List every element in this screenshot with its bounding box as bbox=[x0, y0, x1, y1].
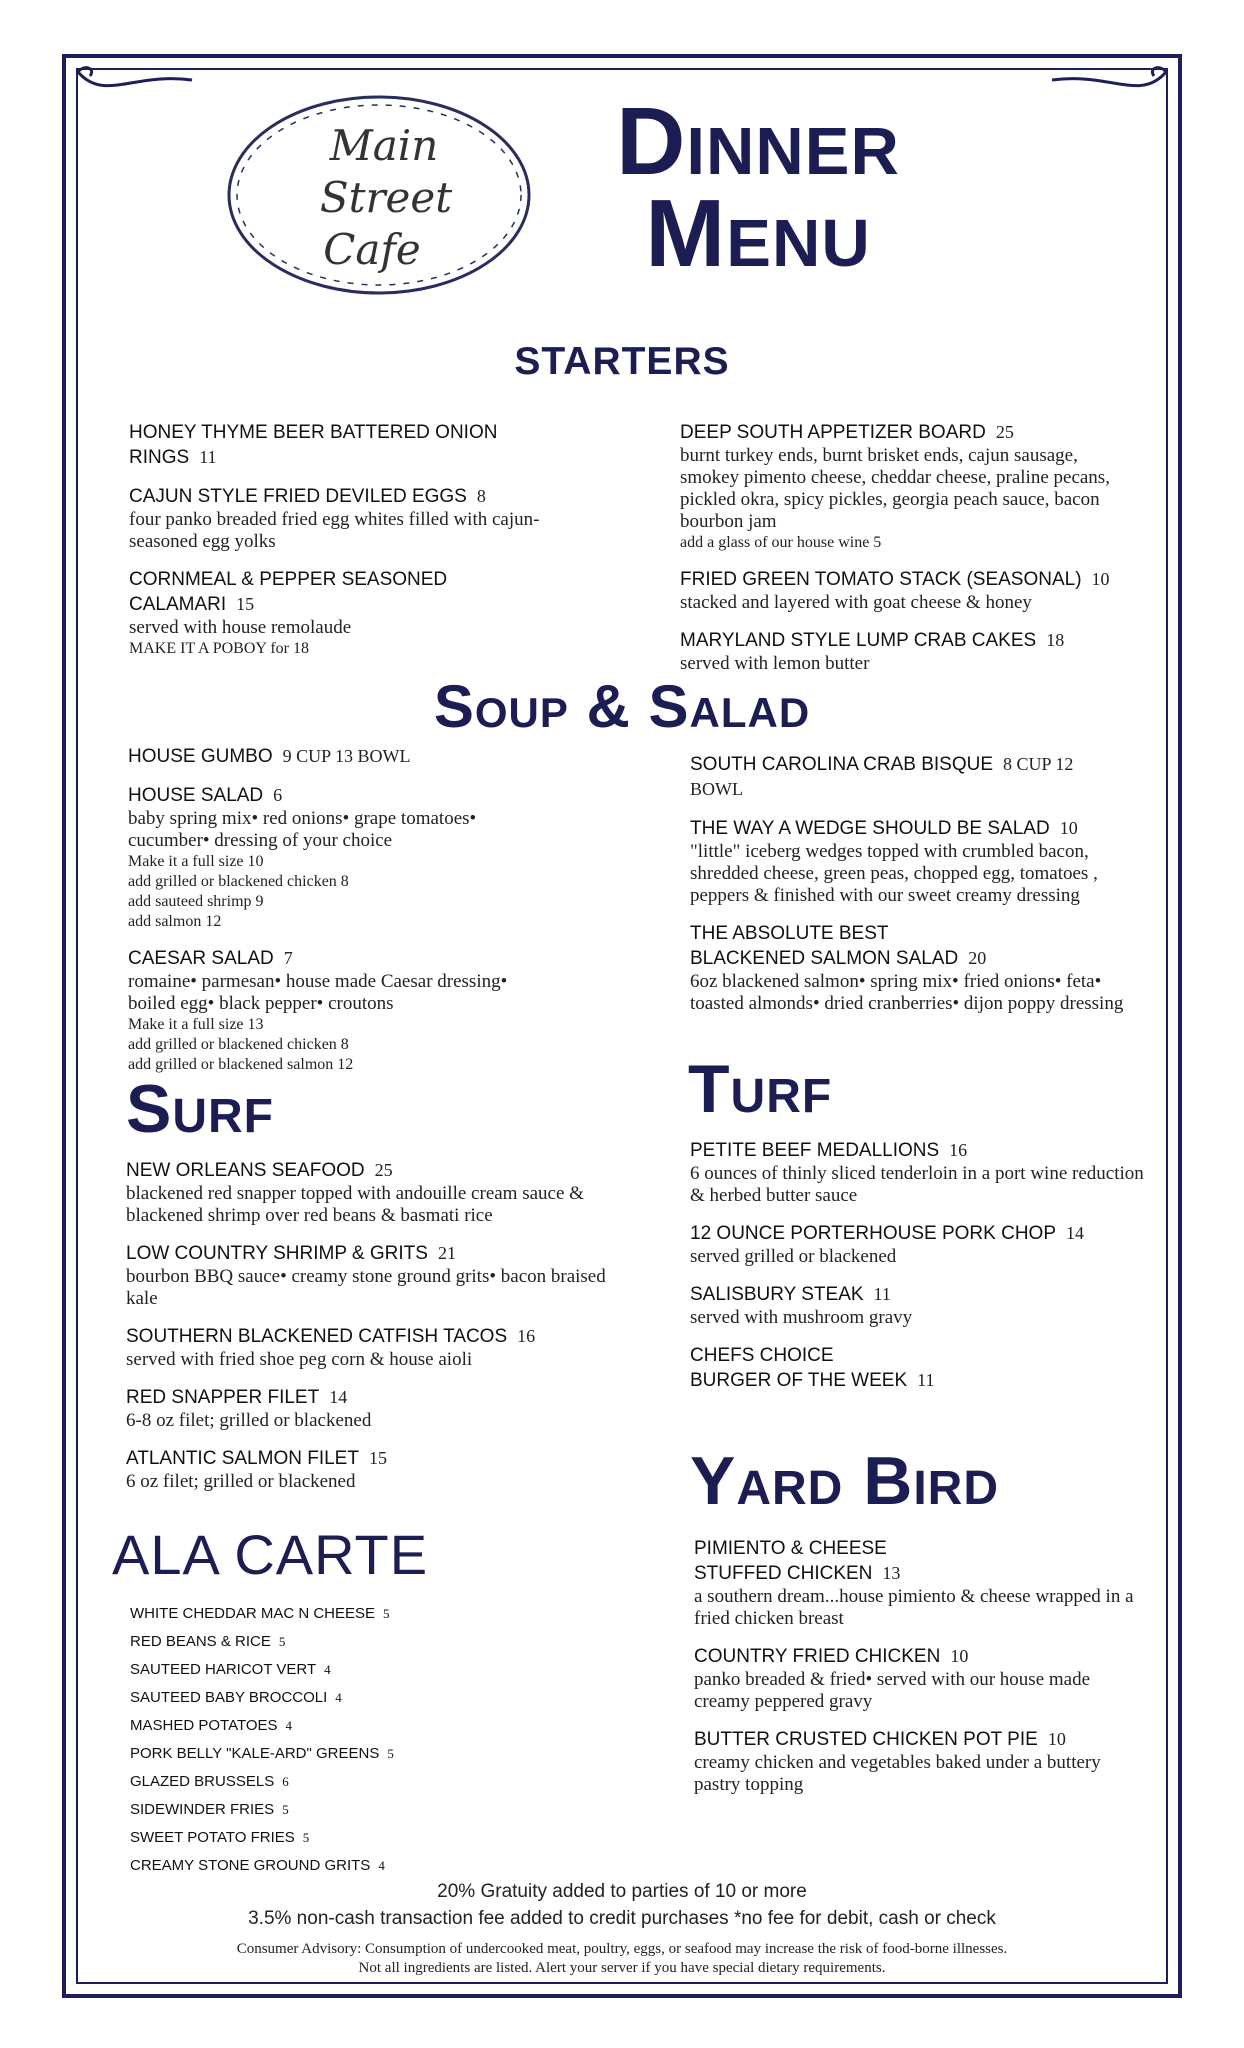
item-price: 13 bbox=[882, 1563, 901, 1583]
ala-carte-item bbox=[130, 1656, 394, 1684]
item-name-line bbox=[690, 1282, 1150, 1307]
item-name-line bbox=[126, 1446, 606, 1471]
yard-bird-heading: Yard Bird bbox=[690, 1443, 1000, 1519]
item-addon-note: add salmon 12 bbox=[128, 913, 222, 930]
item-price: 25 bbox=[374, 1160, 393, 1180]
item-name-line bbox=[694, 1644, 1134, 1669]
item-name-line bbox=[126, 1158, 606, 1183]
ala-carte-item bbox=[130, 1712, 394, 1740]
item-description: 6 oz filet; grilled or blackened bbox=[126, 1471, 356, 1492]
item-name-line bbox=[126, 1241, 606, 1266]
item-name: 12 OUNCE PORTERHOUSE PORK CHOP bbox=[690, 1223, 1057, 1244]
menu-item bbox=[128, 946, 548, 1075]
item-price: 7 bbox=[283, 948, 293, 968]
item-name: CHEFS CHOICE bbox=[690, 1345, 834, 1366]
yard-bird-column bbox=[694, 1536, 1134, 1810]
menu-item bbox=[690, 816, 1130, 907]
item-description: 6oz blackened salmon• spring mix• fried onions• feta• toasted almonds• dried cranberries• dijon poppy dressing bbox=[690, 971, 1124, 1014]
item-price: 10 bbox=[1047, 1729, 1066, 1749]
menu-item bbox=[129, 567, 549, 659]
item-price: 20 bbox=[968, 948, 987, 968]
ala-carte-item bbox=[130, 1824, 394, 1852]
item-description: 6-8 oz filet; grilled or blackened bbox=[126, 1410, 372, 1431]
ala-carte-item bbox=[130, 1852, 394, 1880]
item-description: served grilled or blackened bbox=[690, 1246, 897, 1267]
menu-item bbox=[680, 420, 1140, 553]
item-name: SALISBURY STEAK bbox=[690, 1284, 864, 1305]
item-description: four panko breaded fried egg whites filled with cajun-seasoned egg yolks bbox=[129, 509, 540, 552]
item-name-line bbox=[126, 1385, 606, 1410]
item-price: 11 bbox=[873, 1284, 891, 1304]
menu-item bbox=[126, 1385, 606, 1432]
item-addon-note: add grilled or blackened chicken 8 bbox=[128, 873, 349, 890]
ala-carte-item-price: 6 bbox=[282, 1774, 289, 1789]
item-description: served with lemon butter bbox=[680, 653, 870, 674]
item-description: blackened red snapper topped with andouille cream sauce & blackened shrimp over red beans & basmati rice bbox=[126, 1183, 584, 1226]
ala-carte-item bbox=[130, 1600, 394, 1628]
ala-carte-item-price: 5 bbox=[387, 1746, 394, 1761]
item-price: 14 bbox=[1066, 1223, 1085, 1243]
cafe-logo bbox=[214, 80, 544, 310]
ala-carte-item bbox=[130, 1684, 394, 1712]
item-name-line2 bbox=[694, 1561, 1134, 1586]
menu-item bbox=[694, 1644, 1134, 1713]
item-name: SOUTH CAROLINA CRAB BISQUE bbox=[690, 754, 994, 775]
item-price: 11 bbox=[199, 447, 217, 467]
ala-carte-item-price: 5 bbox=[278, 1634, 286, 1649]
item-name-line bbox=[680, 567, 1140, 592]
item-name-line bbox=[129, 484, 549, 509]
item-name: COUNTRY FRIED CHICKEN bbox=[694, 1646, 941, 1667]
ala-carte-item bbox=[130, 1740, 394, 1768]
item-price: 10 bbox=[950, 1646, 969, 1666]
item-name: SOUTHERN BLACKENED CATFISH TACOS bbox=[126, 1326, 508, 1347]
item-name: DEEP SOUTH APPETIZER BOARD bbox=[680, 422, 986, 443]
item-price: 16 bbox=[517, 1326, 536, 1346]
item-description: baby spring mix• red onions• grape tomatoes• cucumber• dressing of your choice bbox=[128, 808, 477, 851]
ala-carte-item-price: 5 bbox=[383, 1606, 390, 1621]
ala-carte-item-price: 4 bbox=[285, 1718, 293, 1733]
item-price: 11 bbox=[917, 1370, 935, 1390]
item-description: served with fried shoe peg corn & house aioli bbox=[126, 1349, 473, 1370]
ala-carte-item-name: RED BEANS & RICE bbox=[130, 1633, 271, 1650]
ala-carte-item-name: PORK BELLY "KALE-ARD" GREENS bbox=[130, 1745, 380, 1762]
item-name-line bbox=[690, 752, 1130, 802]
ala-carte-item-price: 4 bbox=[324, 1662, 331, 1677]
item-description: served with mushroom gravy bbox=[690, 1307, 913, 1328]
item-description: romaine• parmesan• house made Caesar dressing• boiled egg• black pepper• croutons bbox=[128, 971, 508, 1014]
item-name: NEW ORLEANS SEAFOOD bbox=[126, 1160, 365, 1181]
ala-carte-item bbox=[130, 1796, 394, 1824]
item-name-line bbox=[128, 744, 548, 769]
item-name-line bbox=[694, 1727, 1134, 1752]
item-price: 18 bbox=[1046, 630, 1065, 650]
item-name-cont: CALAMARI bbox=[129, 594, 227, 615]
menu-item bbox=[680, 628, 1140, 675]
starters-right-column bbox=[680, 420, 1140, 689]
item-name-line bbox=[690, 1221, 1150, 1246]
item-description: a southern dream...house pimiento & cheese wrapped in a fried chicken breast bbox=[694, 1586, 1134, 1629]
item-description: stacked and layered with goat cheese & honey bbox=[680, 592, 1032, 613]
item-name-line2 bbox=[129, 445, 549, 470]
item-description: "little" iceberg wedges topped with crumbled bacon, shredded cheese, green peas, chopped egg, tomatoes , peppers & finished with our sweet creamy dressing bbox=[690, 841, 1098, 906]
menu-item bbox=[128, 783, 548, 932]
menu-item bbox=[694, 1727, 1134, 1796]
soup-salad-right-column bbox=[690, 752, 1130, 1029]
item-name: PIMIENTO & CHEESE bbox=[694, 1538, 887, 1559]
item-name-cont: STUFFED CHICKEN bbox=[694, 1563, 873, 1584]
item-price: 9 CUP 13 BOWL bbox=[282, 746, 411, 766]
menu-item bbox=[129, 420, 549, 470]
consumer-advisory: Consumer Advisory: Consumption of undercooked meat, poultry, eggs, or seafood may increase the risk of food-borne illnesses. bbox=[236, 1941, 1008, 1957]
item-name-cont: BLACKENED SALMON SALAD bbox=[690, 948, 959, 969]
item-name: PETITE BEEF MEDALLIONS bbox=[690, 1140, 940, 1161]
item-description: creamy chicken and vegetables baked under a buttery pastry topping bbox=[694, 1752, 1101, 1795]
item-price: 14 bbox=[329, 1387, 348, 1407]
item-name: RED SNAPPER FILET bbox=[126, 1387, 320, 1408]
turf-column bbox=[690, 1138, 1150, 1407]
ala-carte-item-name: MASHED POTATOES bbox=[130, 1717, 278, 1734]
item-addon-note: Make it a full size 10 bbox=[128, 853, 264, 870]
menu-item bbox=[126, 1446, 606, 1493]
surf-heading: Surf bbox=[126, 1071, 275, 1147]
fee-note: 3.5% non-cash transaction fee added to credit purchases *no fee for debit, cash or check bbox=[248, 1908, 996, 1929]
item-name-line bbox=[128, 783, 548, 808]
menu-item bbox=[126, 1324, 606, 1371]
item-name: CAESAR SALAD bbox=[128, 948, 274, 969]
corner-swirl-right bbox=[1050, 62, 1170, 102]
item-price: 10 bbox=[1059, 818, 1078, 838]
item-addon-note: Make it a full size 13 bbox=[128, 1016, 264, 1033]
menu-item bbox=[690, 1343, 1150, 1393]
item-note: add a glass of our house wine 5 bbox=[680, 534, 882, 551]
item-name: LOW COUNTRY SHRIMP & GRITS bbox=[126, 1243, 428, 1264]
ala-carte-item bbox=[130, 1768, 394, 1796]
item-name-line bbox=[680, 628, 1140, 653]
dietary-advisory: Not all ingredients are listed. Alert your server if you have special dietary requirements. bbox=[358, 1960, 886, 1976]
ala-carte-item-price: 4 bbox=[335, 1690, 342, 1705]
ala-carte-item-name: WHITE CHEDDAR MAC N CHEESE bbox=[130, 1605, 376, 1622]
item-price: 25 bbox=[995, 422, 1014, 442]
item-name: THE ABSOLUTE BEST bbox=[690, 923, 889, 944]
ala-carte-item-name: SAUTEED HARICOT VERT bbox=[130, 1661, 317, 1678]
item-name: CAJUN STYLE FRIED DEVILED EGGS bbox=[129, 486, 467, 507]
menu-item bbox=[690, 921, 1130, 1015]
footer bbox=[80, 1878, 1164, 1978]
item-name: FRIED GREEN TOMATO STACK (SEASONAL) bbox=[680, 569, 1082, 590]
item-price: 15 bbox=[368, 1448, 387, 1468]
item-name: HOUSE SALAD bbox=[128, 785, 264, 806]
item-name: THE WAY A WEDGE SHOULD BE SALAD bbox=[690, 818, 1050, 839]
item-name-line bbox=[126, 1324, 606, 1349]
menu-item bbox=[690, 1221, 1150, 1268]
menu-item bbox=[690, 752, 1130, 802]
menu-item bbox=[128, 744, 548, 769]
item-description: served with house remolaude bbox=[129, 617, 352, 638]
item-name: MARYLAND STYLE LUMP CRAB CAKES bbox=[680, 630, 1037, 651]
logo-line1: Main bbox=[329, 121, 439, 170]
item-name: CORNMEAL & PEPPER SEASONED bbox=[129, 569, 448, 590]
logo-line2: Street bbox=[319, 173, 453, 222]
menu-item bbox=[126, 1241, 606, 1310]
item-name: ATLANTIC SALMON FILET bbox=[126, 1448, 359, 1469]
menu-item bbox=[690, 1138, 1150, 1207]
starters-heading: starters bbox=[514, 323, 730, 386]
item-price: 6 bbox=[273, 785, 283, 805]
item-name-line bbox=[690, 816, 1130, 841]
page-title bbox=[548, 88, 968, 287]
item-name-line2 bbox=[129, 592, 549, 617]
soup-salad-left-column bbox=[128, 744, 548, 1089]
item-price: 8 bbox=[476, 486, 486, 506]
item-description: panko breaded & fried• served with our house made creamy peppered gravy bbox=[694, 1669, 1091, 1712]
item-addon-note: add grilled or blackened salmon 12 bbox=[128, 1056, 354, 1073]
ala-carte-item-name: CREAMY STONE GROUND GRITS bbox=[130, 1857, 371, 1874]
menu-item bbox=[129, 484, 549, 553]
item-name-line bbox=[128, 946, 548, 971]
ala-carte-heading: ALA CARTE bbox=[112, 1523, 429, 1586]
item-name: HOUSE GUMBO bbox=[128, 746, 273, 767]
ala-carte-item bbox=[130, 1628, 394, 1656]
item-name-cont: RINGS bbox=[129, 447, 190, 468]
soup-salad-heading: Soup & Salad bbox=[433, 673, 811, 740]
title-line2: Menu bbox=[645, 180, 871, 287]
item-description: 6 ounces of thinly sliced tenderloin in a port wine reduction & herbed butter sauce bbox=[690, 1163, 1144, 1206]
item-name-line bbox=[680, 420, 1140, 445]
logo-line3: Cafe bbox=[323, 225, 421, 274]
ala-carte-item-name: GLAZED BRUSSELS bbox=[130, 1773, 275, 1790]
ala-carte-item-price: 5 bbox=[302, 1830, 310, 1845]
item-name: BUTTER CRUSTED CHICKEN POT PIE bbox=[694, 1729, 1038, 1750]
item-addon-note: add grilled or blackened chicken 8 bbox=[128, 1036, 349, 1053]
gratuity-note: 20% Gratuity added to parties of 10 or more bbox=[437, 1881, 807, 1902]
ala-carte-item-name: SIDEWINDER FRIES bbox=[130, 1801, 275, 1818]
item-name-line2 bbox=[690, 1368, 1150, 1393]
item-price: 10 bbox=[1091, 569, 1110, 589]
item-note: MAKE IT A POBOY for 18 bbox=[129, 640, 310, 657]
ala-carte-item-price: 4 bbox=[378, 1858, 385, 1873]
menu-item bbox=[690, 1282, 1150, 1329]
item-addon-note: add sauteed shrimp 9 bbox=[128, 893, 264, 910]
item-description: burnt turkey ends, burnt brisket ends, cajun sausage, smokey pimento cheese, cheddar cheese, praline pecans, pickled okra, spicy pickles, georgia peach sauce, bacon bourbon jam bbox=[680, 445, 1110, 532]
item-name-line2 bbox=[690, 946, 1130, 971]
turf-heading: Turf bbox=[688, 1051, 833, 1127]
menu-item bbox=[694, 1536, 1134, 1630]
item-name-line bbox=[690, 1138, 1150, 1163]
menu-item bbox=[126, 1158, 606, 1227]
ala-carte-item-price: 5 bbox=[282, 1802, 289, 1817]
title-line1: Dinner bbox=[616, 88, 900, 195]
surf-column bbox=[126, 1158, 606, 1507]
ala-carte-item-name: SWEET POTATO FRIES bbox=[130, 1829, 295, 1846]
item-price: 21 bbox=[437, 1243, 456, 1263]
item-price: 16 bbox=[949, 1140, 968, 1160]
starters-left-column bbox=[129, 420, 549, 673]
item-price: 15 bbox=[236, 594, 255, 614]
ala-carte-item-name: SAUTEED BABY BROCCOLI bbox=[130, 1689, 328, 1706]
item-price: 8 CUP 12 BOWL bbox=[690, 754, 1074, 799]
item-name: HONEY THYME BEER BATTERED ONION bbox=[129, 422, 498, 443]
corner-swirl-left bbox=[74, 62, 194, 102]
ala-carte-list bbox=[130, 1600, 394, 1880]
item-description: bourbon BBQ sauce• creamy stone ground grits• bacon braised kale bbox=[126, 1266, 606, 1309]
item-name-cont: BURGER OF THE WEEK bbox=[690, 1370, 908, 1391]
menu-item bbox=[680, 567, 1140, 614]
